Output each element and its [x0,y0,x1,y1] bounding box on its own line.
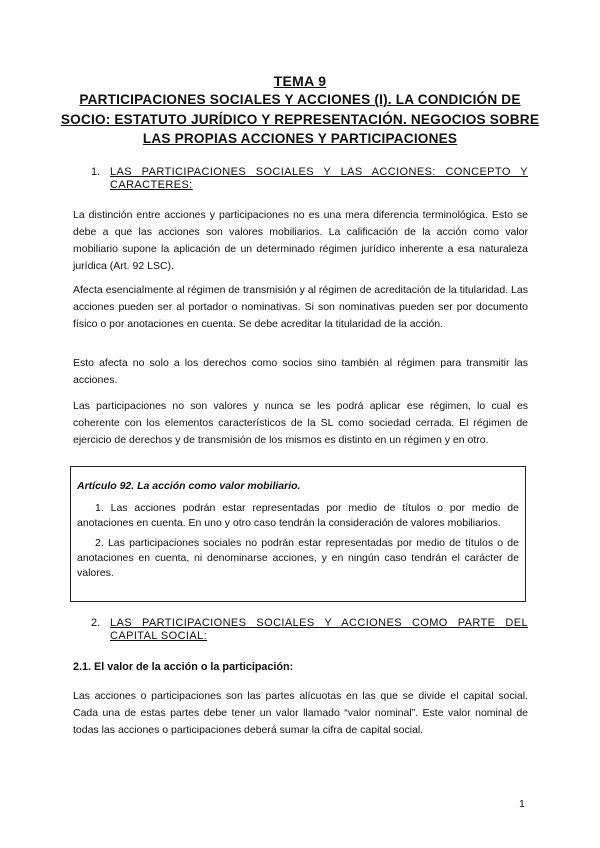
subsection-2-1-heading: 2.1. El valor de la acción o la participación: [73,661,294,673]
section-2-title: LAS PARTICIPACIONES SOCIALES Y ACCIONES COMO PARTE DEL CAPITAL SOCIAL: [110,617,528,642]
tema-heading: TEMA 9 [273,73,327,89]
article-paragraph-1: 1. Las acciones podrán estar representadas por medio de títulos o por medio de anotaciones en cuenta. En uno y otro caso tendrán la consideración de valores mobiliarios. [77,502,519,529]
paragraph-4: Las participaciones no son valores y nunca se les podrá aplicar ese régimen, lo cual es coherente con los elementos característicos de la SL como sociedad cerrada. El régimen de ejercicio de derechos y de transmisión de los mismos es distinto en un régimen y en otro. [73,400,528,446]
paragraph-1: La distinción entre acciones y participaciones no es una mera diferencia terminológica. Esto se debe a que las acciones son valores mobiliarios. La calificación de la acción como valor mobiliario supone la aplicación de un determinado régimen jurídico inherente a esa naturaleza jurídica (Art. 92 LSC). [73,209,528,272]
section-2-heading [91,617,528,643]
section-2-number: 2. [91,617,101,629]
article-title: Artículo 92. La acción como valor mobiliario. [77,480,301,492]
section-1-heading [91,166,528,192]
page-number: 1 [519,798,525,810]
section-1-number: 1. [91,166,101,178]
article-paragraph-2: 2. Las participaciones sociales no podrán estar representadas por medio de títulos o de anotaciones en cuenta, ni denominarse acciones, y en ningún caso tendrán el carácter de valores. [77,537,519,579]
paragraph-3: Esto afecta no solo a los derechos como socios sino también al régimen para transmitir las acciones. [73,357,528,386]
final-paragraph: Las acciones o participaciones son las partes alícuotas en las que se divide el capital social. Cada una de estas partes debe tener un valor llamado “valor nominal”. Este valor nominal de todas las acciones o participaciones deberá sumar la cifra de capital social. [73,690,528,736]
title-block [60,72,540,149]
paragraph-2: Afecta esencialmente al régimen de transmisión y al régimen de acreditación de la titularidad. Las acciones pueden ser al portador o nominativas. Si son nominativas pueden ser por documento físico o por anotaciones en cuenta. Se debe acreditar la titularidad de la acción. [73,284,528,330]
article-92-box [70,466,526,602]
section-1-title: LAS PARTICIPACIONES SOCIALES Y LAS ACCIONES: CONCEPTO Y CARACTERES: [110,166,528,191]
document-title: PARTICIPACIONES SOCIALES Y ACCIONES (I). LA CONDICIÓN DE SOCIO: ESTATUTO JURÍDICO Y REPRESENTACIÓN. NEGOCIOS SOBRE LAS PROPIAS ACCIONES Y PARTICIPACIONES [60,92,540,146]
